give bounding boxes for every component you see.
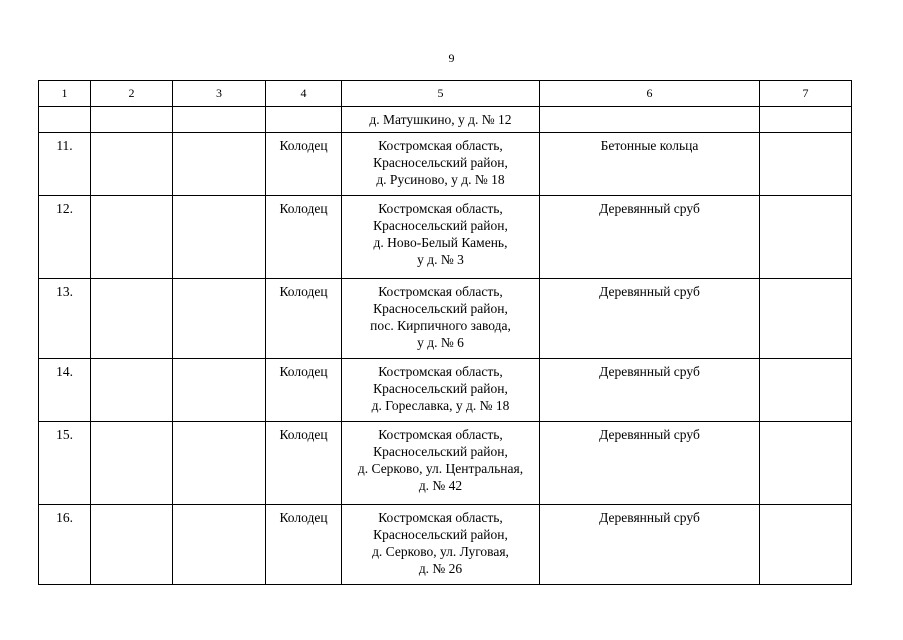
- type-cell: [266, 133, 342, 196]
- address-line: Костромская область,: [378, 284, 503, 299]
- row-number-cell: [39, 196, 91, 279]
- material: Деревянный сруб: [599, 364, 700, 379]
- row-number-cell: [39, 422, 91, 505]
- table-cell: [760, 505, 852, 585]
- address: [342, 422, 539, 498]
- table-cell: [91, 196, 173, 279]
- type-cell: [266, 279, 342, 359]
- row-number: 13.: [56, 284, 73, 299]
- row-number-cell: [39, 133, 91, 196]
- column-header: 4: [266, 81, 342, 107]
- material: Деревянный сруб: [599, 284, 700, 299]
- address-line: Костромская область,: [378, 201, 503, 216]
- address-line: д. Серково, ул. Луговая,: [372, 544, 509, 559]
- object-type: Колодец: [279, 364, 328, 379]
- object-type: Колодец: [279, 284, 328, 299]
- table-row: [39, 279, 852, 359]
- material-cell: [540, 133, 760, 196]
- row-number-cell: [39, 505, 91, 585]
- column-header: 1: [39, 81, 91, 107]
- object-type: Колодец: [279, 510, 328, 525]
- address: [342, 279, 539, 355]
- type-cell: [266, 196, 342, 279]
- address-line: Костромская область,: [378, 138, 503, 153]
- row-number: 12.: [56, 201, 73, 216]
- material-cell: [540, 196, 760, 279]
- table-row: [39, 196, 852, 279]
- material: Деревянный сруб: [599, 427, 700, 442]
- row-number: 14.: [56, 364, 73, 379]
- type-cell: [266, 505, 342, 585]
- address: [342, 133, 539, 192]
- material: Деревянный сруб: [599, 510, 700, 525]
- address-line: Костромская область,: [378, 364, 503, 379]
- table-cell: [266, 107, 342, 133]
- address-line: Красносельский район,: [373, 218, 508, 233]
- table-cell: [760, 196, 852, 279]
- table-cell: [760, 279, 852, 359]
- address-line: Костромская область,: [378, 427, 503, 442]
- table-cell: [173, 359, 266, 422]
- material-cell: [540, 359, 760, 422]
- address-line: д. № 42: [418, 478, 463, 493]
- column-header: 5: [342, 81, 540, 107]
- address-cell: [342, 422, 540, 505]
- table-cell: [91, 107, 173, 133]
- table-cell: [39, 107, 91, 133]
- table-cell: [91, 279, 173, 359]
- address-cell: [342, 107, 540, 133]
- material-cell: [540, 422, 760, 505]
- row-number: 11.: [56, 138, 73, 153]
- address-line: Красносельский район,: [373, 444, 508, 459]
- address-line: Красносельский район,: [373, 155, 508, 170]
- address-cell: [342, 505, 540, 585]
- address-line: д. Ново-Белый Камень,: [373, 235, 508, 250]
- object-type: Колодец: [279, 138, 328, 153]
- page-number: 9: [448, 51, 455, 65]
- table-cell: [91, 505, 173, 585]
- table-cell: [91, 359, 173, 422]
- address: [342, 505, 539, 581]
- table-cell: [760, 359, 852, 422]
- address-line: Костромская область,: [378, 510, 503, 525]
- material: Бетонные кольца: [600, 138, 699, 153]
- column-header: 6: [540, 81, 760, 107]
- table-cell: [760, 107, 852, 133]
- address-cell: [342, 279, 540, 359]
- type-cell: [266, 422, 342, 505]
- continuation-row: [39, 107, 852, 133]
- table-cell: [173, 196, 266, 279]
- address: [342, 359, 539, 418]
- object-type: Колодец: [279, 427, 328, 442]
- table-row: [39, 422, 852, 505]
- table-cell: [91, 133, 173, 196]
- material-cell: [540, 279, 760, 359]
- row-number-cell: [39, 359, 91, 422]
- type-cell: [266, 359, 342, 422]
- address-line: д. Матушкино, у д. № 12: [369, 112, 512, 127]
- table-row: [39, 505, 852, 585]
- address-line: д. № 26: [418, 561, 463, 576]
- table-cell: [760, 422, 852, 505]
- address-line: Красносельский район,: [373, 527, 508, 542]
- address-line: д. Гореславка, у д. № 18: [371, 398, 510, 413]
- table-cell: [173, 107, 266, 133]
- address-line: Красносельский район,: [373, 301, 508, 316]
- wells-table: [38, 80, 852, 585]
- material-cell: [540, 505, 760, 585]
- address-line: д. Серково, ул. Центральная,: [357, 461, 524, 476]
- column-header: 2: [91, 81, 173, 107]
- table-cell: [760, 133, 852, 196]
- table-cell: [91, 422, 173, 505]
- table-row: [39, 359, 852, 422]
- address-cell: [342, 359, 540, 422]
- row-number: 15.: [56, 427, 73, 442]
- column-header: 3: [173, 81, 266, 107]
- row-number-cell: [39, 279, 91, 359]
- table-cell: [173, 133, 266, 196]
- table-cell: [173, 279, 266, 359]
- address: [342, 196, 539, 272]
- address-line: пос. Кирпичного завода,: [370, 318, 511, 333]
- object-type: Колодец: [279, 201, 328, 216]
- table-cell: [540, 107, 760, 133]
- row-number: 16.: [56, 510, 73, 525]
- table-cell: [173, 505, 266, 585]
- header-row: [39, 81, 852, 107]
- address-line: д. Русиново, у д. № 18: [376, 172, 505, 187]
- column-header: 7: [760, 81, 852, 107]
- address-line: у д. № 3: [417, 252, 464, 267]
- table-row: [39, 133, 852, 196]
- address-cell: [342, 133, 540, 196]
- address-line: Красносельский район,: [373, 381, 508, 396]
- address-cell: [342, 196, 540, 279]
- material: Деревянный сруб: [599, 201, 700, 216]
- address-line: у д. № 6: [417, 335, 464, 350]
- table-cell: [173, 422, 266, 505]
